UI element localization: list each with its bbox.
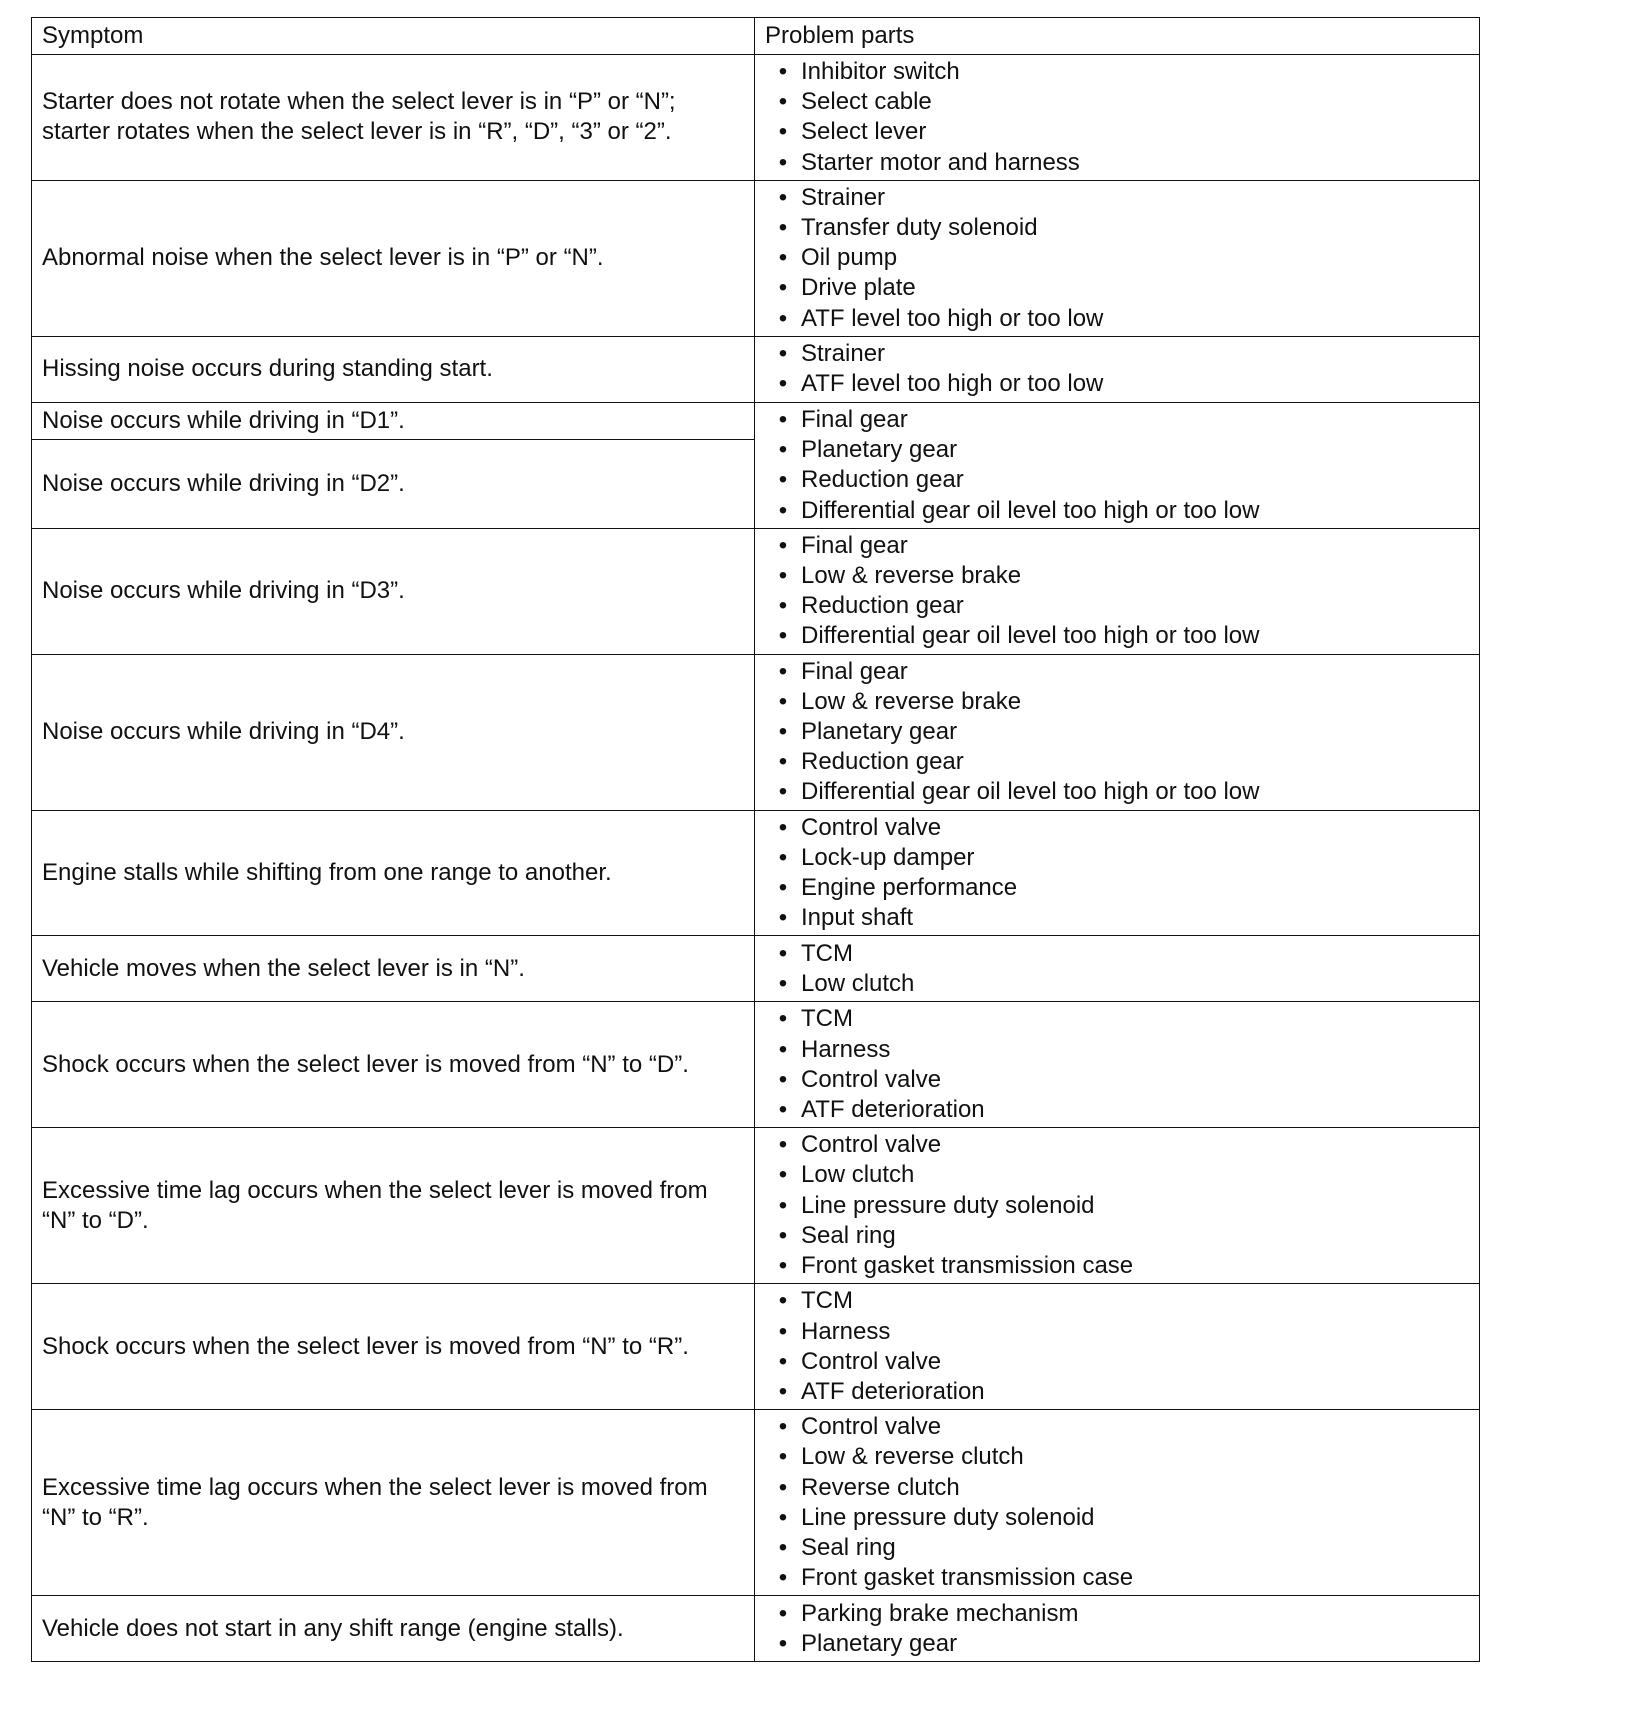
list-item (765, 717, 1469, 747)
problem-parts-cell (755, 1128, 1480, 1284)
list-item (765, 1347, 1469, 1377)
problem-parts-cell (755, 654, 1480, 810)
problem-part-text: ATF deterioration (801, 1377, 985, 1405)
bullet-icon: • (778, 1131, 788, 1159)
problem-parts-list (765, 939, 1469, 999)
bullet-icon: • (778, 1629, 788, 1657)
list-item (765, 687, 1469, 717)
bullet-icon: • (778, 1035, 788, 1063)
list-item (765, 117, 1469, 147)
symptom-cell: Vehicle moves when the select lever is in “N”. (32, 936, 755, 1002)
bullet-icon: • (778, 657, 788, 685)
list-item (765, 1035, 1469, 1065)
bullet-icon: • (778, 214, 788, 242)
list-item (765, 1533, 1469, 1563)
symptom-cell: Noise occurs while driving in “D2”. (32, 439, 755, 528)
bullet-icon: • (778, 1599, 788, 1627)
list-item (765, 435, 1469, 465)
list-item (765, 1442, 1469, 1472)
problem-part-text: Strainer (801, 183, 886, 211)
problem-part-text: Low & reverse clutch (801, 1443, 1024, 1471)
bullet-icon: • (778, 496, 788, 524)
problem-part-text: Final gear (801, 405, 908, 433)
list-item (765, 369, 1469, 399)
symptom-cell: Shock occurs when the select lever is moved from “N” to “R”. (32, 1284, 755, 1410)
bullet-icon: • (778, 1096, 788, 1124)
list-item (765, 1095, 1469, 1125)
list-item (765, 339, 1469, 369)
problem-part-text: Control valve (801, 1131, 942, 1159)
problem-parts-list (765, 339, 1469, 399)
bullet-icon: • (778, 622, 788, 650)
problem-parts-cell (755, 1284, 1480, 1410)
symptom-cell: Engine stalls while shifting from one range to another. (32, 810, 755, 936)
problem-part-text: Low & reverse brake (801, 687, 1022, 715)
bullet-icon: • (778, 748, 788, 776)
problem-part-text: Input shaft (801, 904, 914, 932)
table-row (32, 180, 1480, 336)
problem-part-text: Control valve (801, 813, 942, 841)
table-row (32, 1284, 1480, 1410)
bullet-icon: • (778, 1005, 788, 1033)
list-item (765, 1286, 1469, 1316)
problem-part-text: Low clutch (801, 1161, 915, 1189)
list-item (765, 1377, 1469, 1407)
list-item (765, 273, 1469, 303)
symptom-table (31, 17, 1480, 1662)
bullet-icon: • (778, 1473, 788, 1501)
bullet-icon: • (778, 340, 788, 368)
problem-part-text: Low clutch (801, 969, 915, 997)
problem-part-text: TCM (801, 939, 853, 967)
problem-part-text: Control valve (801, 1413, 942, 1441)
table-row (32, 1128, 1480, 1284)
problem-parts-list (765, 183, 1469, 334)
list-item (765, 87, 1469, 117)
problem-parts-cell (755, 1596, 1480, 1662)
list-item (765, 1317, 1469, 1347)
problem-parts-list (765, 813, 1469, 934)
list-item (765, 1221, 1469, 1251)
list-item (765, 1412, 1469, 1442)
bullet-icon: • (778, 148, 788, 176)
bullet-icon: • (778, 1191, 788, 1219)
bullet-icon: • (778, 274, 788, 302)
bullet-icon: • (778, 531, 788, 559)
symptom-cell: Starter does not rotate when the select lever is in “P” or “N”; starter rotates when the select lever is in “R”, “D”, “3” or “2”. (32, 55, 755, 181)
bullet-icon: • (778, 939, 788, 967)
list-item (765, 57, 1469, 87)
problem-parts-list (765, 1412, 1469, 1593)
problem-parts-cell (755, 810, 1480, 936)
troubleshooting-sheet (31, 17, 1479, 1662)
bullet-icon: • (778, 1413, 788, 1441)
list-item (765, 1629, 1469, 1659)
list-item (765, 243, 1469, 273)
bullet-icon: • (778, 778, 788, 806)
table-row (32, 336, 1480, 402)
list-item (765, 183, 1469, 213)
problem-parts-cell (755, 1002, 1480, 1128)
problem-part-text: Oil pump (801, 244, 898, 272)
problem-part-text: Inhibitor switch (801, 58, 960, 85)
list-item (765, 903, 1469, 933)
bullet-icon: • (778, 562, 788, 590)
list-item (765, 747, 1469, 777)
table-row (32, 810, 1480, 936)
bullet-icon: • (778, 1503, 788, 1531)
problem-part-text: Seal ring (801, 1533, 896, 1561)
table-row (32, 528, 1480, 654)
symptom-column-header: Symptom (32, 18, 755, 55)
list-item (765, 657, 1469, 687)
symptom-cell: Abnormal noise when the select lever is in “P” or “N”. (32, 180, 755, 336)
list-item (765, 148, 1469, 178)
problem-part-text: Drive plate (801, 274, 916, 302)
bullet-icon: • (778, 718, 788, 746)
problem-part-text: ATF deterioration (801, 1096, 985, 1124)
bullet-icon: • (778, 118, 788, 146)
problem-part-text: Line pressure duty solenoid (801, 1503, 1095, 1531)
problem-part-text: Planetary gear (801, 1629, 958, 1657)
bullet-icon: • (778, 304, 788, 332)
bullet-icon: • (778, 843, 788, 871)
symptom-cell: Noise occurs while driving in “D1”. (32, 402, 755, 439)
bullet-icon: • (778, 813, 788, 841)
table-row (32, 402, 1480, 439)
header-row (32, 18, 1480, 55)
list-item (765, 1130, 1469, 1160)
bullet-icon: • (778, 58, 788, 85)
bullet-icon: • (778, 1347, 788, 1375)
bullet-icon: • (778, 874, 788, 902)
problem-parts-column-header: Problem parts (755, 18, 1480, 55)
problem-part-text: Reduction gear (801, 748, 964, 776)
list-item (765, 591, 1469, 621)
table-row (32, 55, 1480, 181)
problem-part-text: Planetary gear (801, 436, 958, 464)
problem-parts-list (765, 1130, 1469, 1281)
problem-part-text: Final gear (801, 531, 908, 559)
list-item (765, 1065, 1469, 1095)
bullet-icon: • (778, 1443, 788, 1471)
problem-parts-list (765, 1599, 1469, 1659)
problem-part-text: Reduction gear (801, 592, 964, 620)
problem-part-text: Planetary gear (801, 718, 958, 746)
problem-parts-cell (755, 402, 1480, 528)
bullet-icon: • (778, 1221, 788, 1249)
bullet-icon: • (778, 370, 788, 398)
problem-part-text: Lock-up damper (801, 843, 975, 871)
symptom-cell: Excessive time lag occurs when the select lever is moved from “N” to “R”. (32, 1410, 755, 1596)
problem-part-text: Final gear (801, 657, 908, 685)
table-body (32, 55, 1480, 1662)
problem-part-text: TCM (801, 1005, 853, 1033)
problem-part-text: Harness (801, 1035, 891, 1063)
list-item (765, 1160, 1469, 1190)
list-item (765, 777, 1469, 807)
bullet-icon: • (778, 1287, 788, 1315)
bullet-icon: • (778, 1533, 788, 1561)
problem-parts-cell (755, 180, 1480, 336)
problem-part-text: ATF level too high or too low (801, 304, 1104, 332)
bullet-icon: • (778, 436, 788, 464)
list-item (765, 813, 1469, 843)
table-row (32, 654, 1480, 810)
list-item (765, 1563, 1469, 1593)
bullet-icon: • (778, 969, 788, 997)
problem-parts-list (765, 1004, 1469, 1125)
bullet-icon: • (778, 904, 788, 932)
table-row (32, 1410, 1480, 1596)
symptom-cell: Vehicle does not start in any shift range (engine stalls). (32, 1596, 755, 1662)
list-item (765, 873, 1469, 903)
problem-part-text: Harness (801, 1317, 891, 1345)
list-item (765, 1503, 1469, 1533)
table-row (32, 1596, 1480, 1662)
list-item (765, 1004, 1469, 1034)
problem-part-text: Low & reverse brake (801, 562, 1022, 590)
list-item (765, 621, 1469, 651)
symptom-cell: Excessive time lag occurs when the select lever is moved from “N” to “D”. (32, 1128, 755, 1284)
list-item (765, 561, 1469, 591)
problem-part-text: Differential gear oil level too high or too low (801, 778, 1260, 806)
bullet-icon: • (778, 592, 788, 620)
bullet-icon: • (778, 183, 788, 211)
table-row (32, 936, 1480, 1002)
symptom-cell: Noise occurs while driving in “D3”. (32, 528, 755, 654)
bullet-icon: • (778, 1161, 788, 1189)
problem-parts-list (765, 1286, 1469, 1407)
problem-part-text: Select cable (801, 88, 932, 116)
problem-parts-cell (755, 1410, 1480, 1596)
list-item (765, 969, 1469, 999)
bullet-icon: • (778, 687, 788, 715)
problem-part-text: Reverse clutch (801, 1473, 960, 1501)
bullet-icon: • (778, 1252, 788, 1280)
bullet-icon: • (778, 466, 788, 494)
list-item (765, 465, 1469, 495)
problem-part-text: Seal ring (801, 1221, 896, 1249)
problem-parts-list (765, 531, 1469, 652)
bullet-icon: • (778, 405, 788, 433)
problem-part-text: Reduction gear (801, 466, 964, 494)
problem-part-text: Starter motor and harness (801, 148, 1080, 176)
bullet-icon: • (778, 1065, 788, 1093)
problem-parts-cell (755, 55, 1480, 181)
problem-part-text: Differential gear oil level too high or too low (801, 496, 1260, 524)
problem-part-text: Differential gear oil level too high or too low (801, 622, 1260, 650)
problem-part-text: Control valve (801, 1347, 942, 1375)
list-item (765, 213, 1469, 243)
problem-parts-cell (755, 528, 1480, 654)
bullet-icon: • (778, 88, 788, 116)
list-item (765, 1191, 1469, 1221)
problem-part-text: Strainer (801, 340, 886, 368)
bullet-icon: • (778, 1377, 788, 1405)
bullet-icon: • (778, 1564, 788, 1592)
problem-parts-cell (755, 936, 1480, 1002)
problem-part-text: Front gasket transmission case (801, 1564, 1134, 1592)
list-item (765, 496, 1469, 526)
problem-part-text: Engine performance (801, 874, 1018, 902)
symptom-cell: Shock occurs when the select lever is moved from “N” to “D”. (32, 1002, 755, 1128)
problem-parts-list (765, 657, 1469, 808)
table-row (32, 1002, 1480, 1128)
list-item (765, 843, 1469, 873)
list-item (765, 939, 1469, 969)
problem-part-text: ATF level too high or too low (801, 370, 1104, 398)
problem-part-text: Line pressure duty solenoid (801, 1191, 1095, 1219)
list-item (765, 531, 1469, 561)
problem-part-text: TCM (801, 1287, 853, 1315)
list-item (765, 1599, 1469, 1629)
symptom-cell: Hissing noise occurs during standing start. (32, 336, 755, 402)
problem-part-text: Control valve (801, 1065, 942, 1093)
list-item (765, 304, 1469, 334)
problem-part-text: Parking brake mechanism (801, 1599, 1079, 1627)
list-item (765, 1473, 1469, 1503)
problem-part-text: Select lever (801, 118, 927, 146)
problem-part-text: Transfer duty solenoid (801, 214, 1038, 242)
problem-parts-list (765, 405, 1469, 526)
bullet-icon: • (778, 244, 788, 272)
list-item (765, 405, 1469, 435)
symptom-cell: Noise occurs while driving in “D4”. (32, 654, 755, 810)
problem-parts-cell (755, 336, 1480, 402)
problem-part-text: Front gasket transmission case (801, 1252, 1134, 1280)
problem-parts-list (765, 57, 1469, 178)
bullet-icon: • (778, 1317, 788, 1345)
list-item (765, 1251, 1469, 1281)
